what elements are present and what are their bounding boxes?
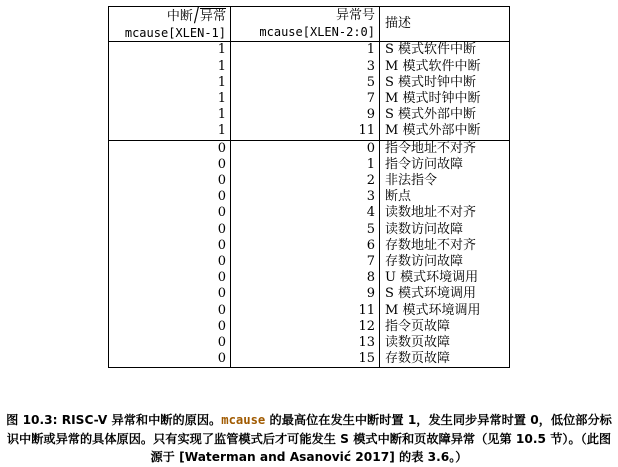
interrupt-flag-cell: 0 bbox=[109, 222, 231, 238]
table-row bbox=[109, 319, 510, 335]
interrupt-flag-cell: 0 bbox=[109, 270, 231, 286]
interrupt-flag-cell: 0 bbox=[109, 238, 231, 254]
exception-rows bbox=[109, 140, 510, 368]
description-cell: M 模式时钟中断 bbox=[380, 91, 510, 107]
exception-code-cell: 3 bbox=[231, 59, 380, 75]
exception-code-cell: 13 bbox=[231, 335, 380, 351]
description-cell: S 模式外部中断 bbox=[380, 107, 510, 123]
header-mcause-low: mcause[XLEN-2:0] bbox=[259, 25, 375, 40]
caption-part2: 的最高位在发生中断时置 1，发生同步异常时置 0，低位部分标识中断或异常的具体原因。只有实现了监管模式后才可能发生 S 模式中断和页故障异常（见第 10.5 节）。（此图源于 [Waterman and Asanović 2017] 的表 3.6。） bbox=[6, 413, 612, 464]
description-cell: 指令地址不对齐 bbox=[380, 140, 510, 157]
exception-code-cell: 1 bbox=[231, 157, 380, 173]
interrupt-flag-cell: 0 bbox=[109, 140, 231, 157]
table-row bbox=[109, 205, 510, 221]
table-row bbox=[109, 107, 510, 123]
description-cell: 指令访问故障 bbox=[380, 157, 510, 173]
table-row bbox=[109, 91, 510, 107]
table-row bbox=[109, 351, 510, 368]
table-row bbox=[109, 270, 510, 286]
description-cell: S 模式时钟中断 bbox=[380, 75, 510, 91]
exception-code-cell: 9 bbox=[231, 286, 380, 302]
description-cell: S 模式环境调用 bbox=[380, 286, 510, 302]
figure-label: 图 10.3: bbox=[6, 413, 62, 427]
interrupt-flag-cell: 0 bbox=[109, 254, 231, 270]
description-cell: 指令页故障 bbox=[380, 319, 510, 335]
exception-code-cell: 3 bbox=[231, 189, 380, 205]
table-row bbox=[109, 286, 510, 302]
exception-code-cell: 4 bbox=[231, 205, 380, 221]
interrupt-flag-cell: 1 bbox=[109, 75, 231, 91]
interrupt-flag-cell: 0 bbox=[109, 335, 231, 351]
header-interrupt bbox=[109, 3, 231, 42]
description-cell: 读数访问故障 bbox=[380, 222, 510, 238]
interrupt-flag-cell: 0 bbox=[109, 319, 231, 335]
interrupt-rows bbox=[109, 42, 510, 140]
exception-code-cell: 0 bbox=[231, 140, 380, 157]
description-cell: 存数地址不对齐 bbox=[380, 238, 510, 254]
exception-code-cell: 7 bbox=[231, 254, 380, 270]
table-row bbox=[109, 42, 510, 59]
exception-code-cell: 8 bbox=[231, 270, 380, 286]
exception-code-cell: 6 bbox=[231, 238, 380, 254]
header-mcause-msb: mcause[XLEN-1] bbox=[124, 26, 226, 41]
interrupt-flag-cell: 1 bbox=[109, 123, 231, 140]
table-row bbox=[109, 59, 510, 75]
table-row bbox=[109, 123, 510, 140]
interrupt-flag-cell: 0 bbox=[109, 205, 231, 221]
interrupt-flag-cell: 1 bbox=[109, 91, 231, 107]
exception-code-cell: 15 bbox=[231, 351, 380, 368]
table-row bbox=[109, 303, 510, 319]
description-cell: U 模式环境调用 bbox=[380, 270, 510, 286]
description-cell: M 模式外部中断 bbox=[380, 123, 510, 140]
interrupt-flag-cell: 0 bbox=[109, 189, 231, 205]
table-row bbox=[109, 222, 510, 238]
mcause-table bbox=[108, 3, 510, 368]
interrupt-flag-cell: 0 bbox=[109, 286, 231, 302]
table-row bbox=[109, 173, 510, 189]
caption-part1: RISC-V 异常和中断的原因。 bbox=[61, 413, 222, 427]
exception-code-cell: 11 bbox=[231, 123, 380, 140]
description-cell: M 模式环境调用 bbox=[380, 303, 510, 319]
exception-code-cell: 12 bbox=[231, 319, 380, 335]
exception-code-cell: 5 bbox=[231, 222, 380, 238]
header-code-label: 异常号 bbox=[335, 8, 375, 23]
table-row bbox=[109, 335, 510, 351]
table-row bbox=[109, 140, 510, 157]
description-cell: 断点 bbox=[380, 189, 510, 205]
exception-code-cell: 5 bbox=[231, 75, 380, 91]
header-interrupt-label: 中断 bbox=[166, 9, 193, 24]
header-code bbox=[231, 7, 380, 42]
table-row bbox=[109, 238, 510, 254]
header-exception-label: 异常 bbox=[199, 9, 226, 24]
interrupt-flag-cell: 0 bbox=[109, 173, 231, 189]
table-row bbox=[109, 254, 510, 270]
description-cell: 存数页故障 bbox=[380, 351, 510, 368]
interrupt-flag-cell: 0 bbox=[109, 351, 231, 368]
exception-code-cell: 2 bbox=[231, 173, 380, 189]
table-header-row bbox=[109, 7, 510, 42]
description-cell: S 模式软件中断 bbox=[380, 42, 510, 59]
description-cell: 存数访问故障 bbox=[380, 254, 510, 270]
description-cell: M 模式软件中断 bbox=[380, 59, 510, 75]
table-row bbox=[109, 189, 510, 205]
interrupt-flag-cell: 0 bbox=[109, 303, 231, 319]
header-description: 描述 bbox=[380, 7, 510, 42]
interrupt-flag-cell: 1 bbox=[109, 107, 231, 123]
table-row bbox=[109, 157, 510, 173]
exception-code-cell: 9 bbox=[231, 107, 380, 123]
header-slash: / bbox=[193, 3, 199, 27]
exception-code-cell: 7 bbox=[231, 91, 380, 107]
interrupt-flag-cell: 1 bbox=[109, 42, 231, 59]
caption-mcause: mcause bbox=[221, 413, 266, 427]
table-row bbox=[109, 75, 510, 91]
exception-code-cell: 1 bbox=[231, 42, 380, 59]
figure-caption bbox=[6, 411, 612, 467]
description-cell: 读数页故障 bbox=[380, 335, 510, 351]
description-cell: 读数地址不对齐 bbox=[380, 205, 510, 221]
exception-code-cell: 11 bbox=[231, 303, 380, 319]
interrupt-flag-cell: 0 bbox=[109, 157, 231, 173]
interrupt-flag-cell: 1 bbox=[109, 59, 231, 75]
description-cell: 非法指令 bbox=[380, 173, 510, 189]
